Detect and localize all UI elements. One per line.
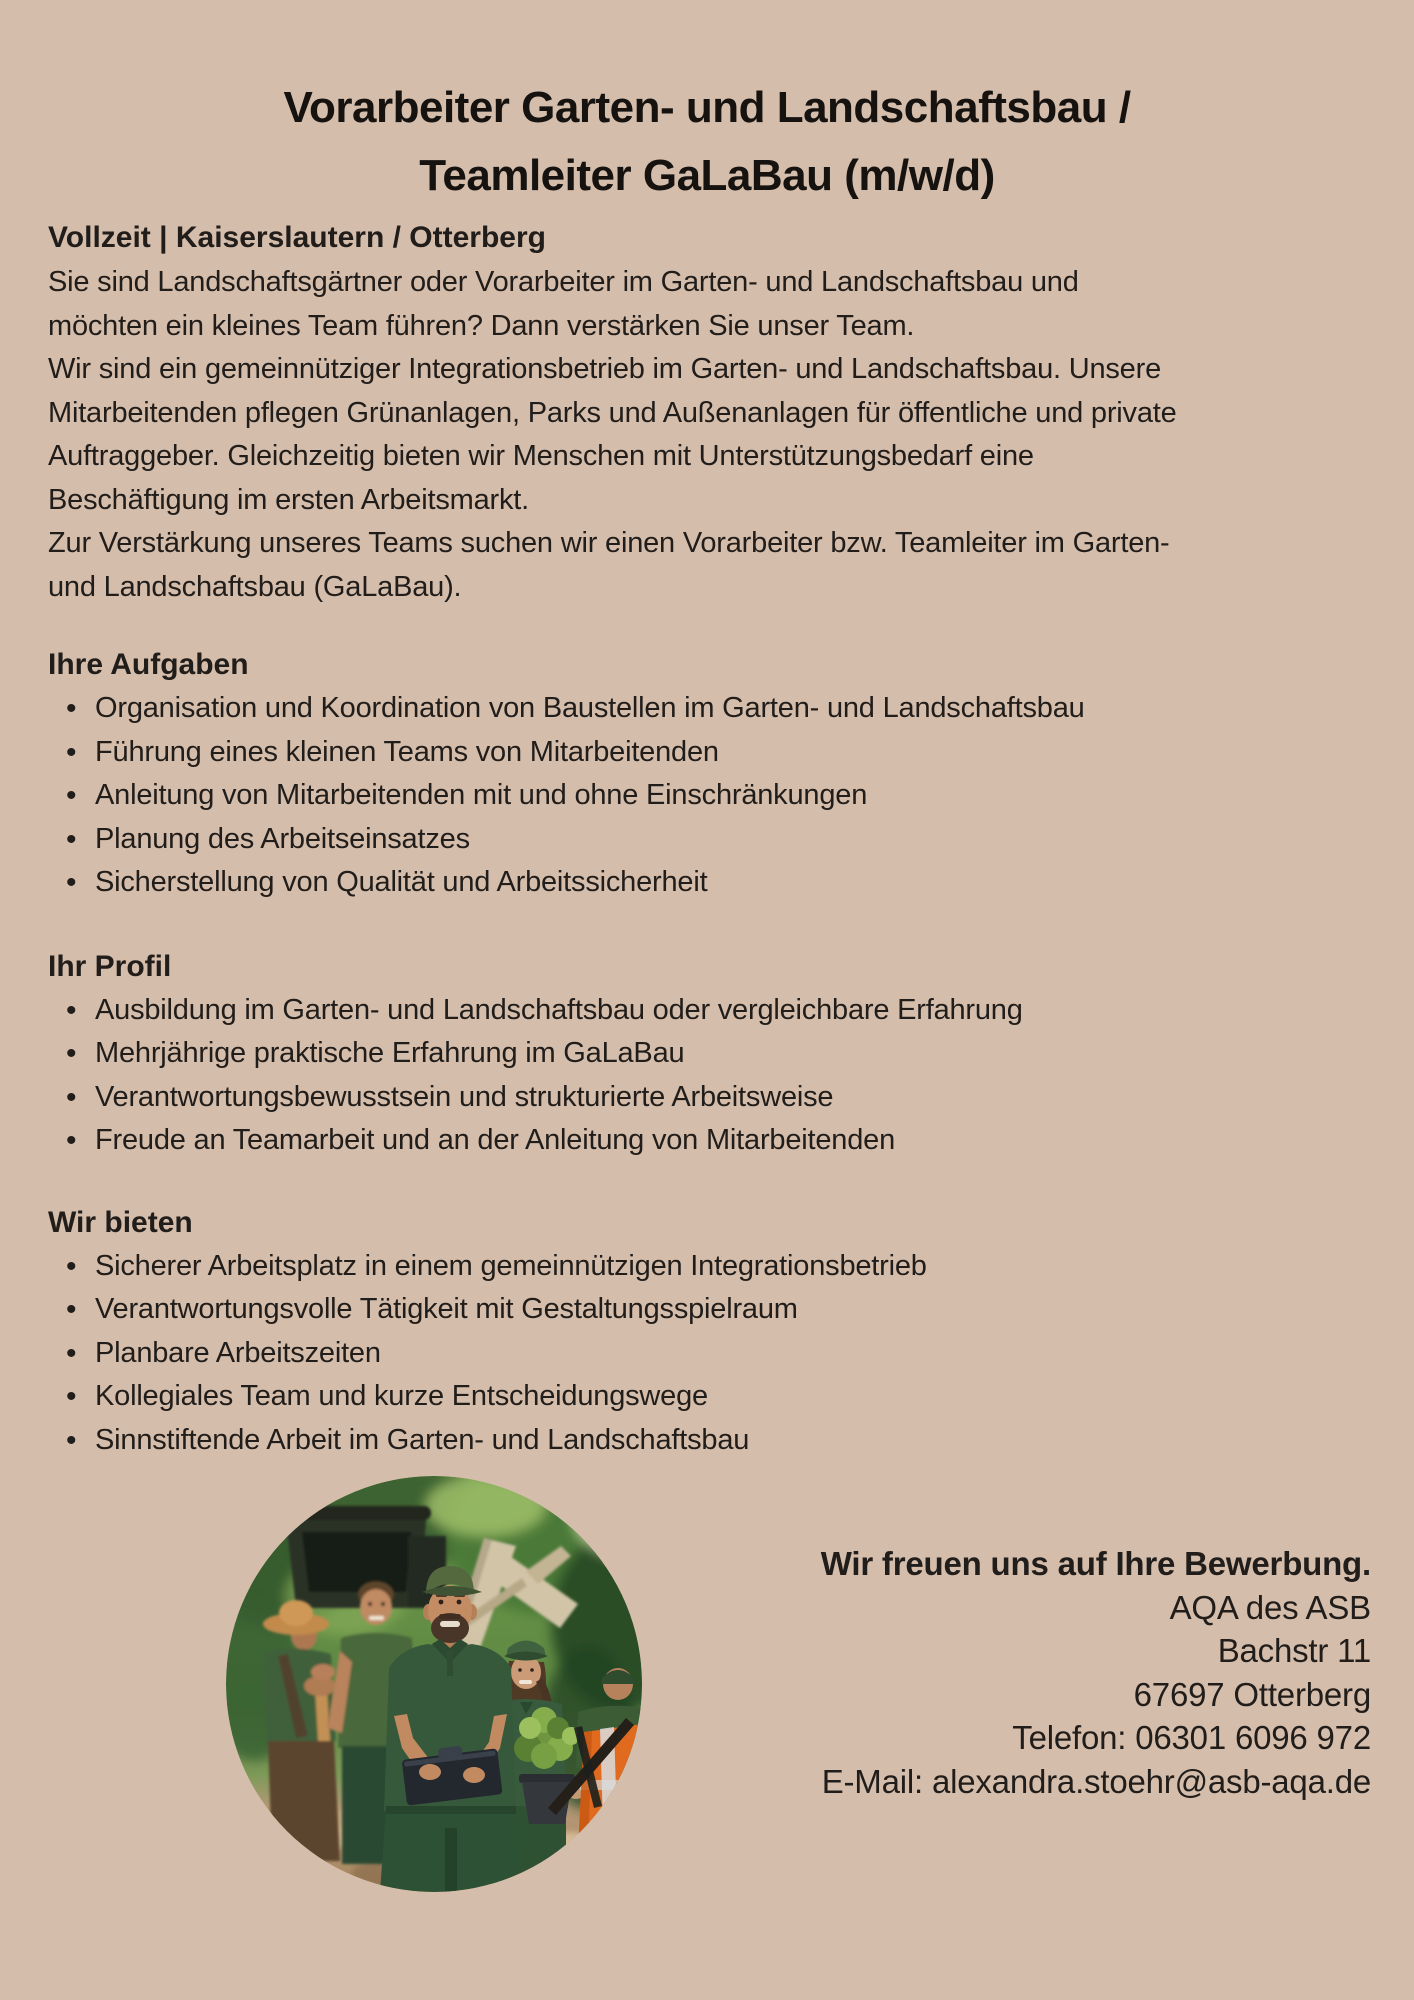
section-heading: Ihr Profil <box>48 949 172 983</box>
bullet-item: • Verantwortungsbewusstsein und strukturierte Arbeitsweise <box>48 1076 1366 1120</box>
contact-city: 67697 Otterberg <box>1133 1675 1371 1713</box>
intro-line: möchten ein kleines Team führen? Dann verstärken Sie unser Team. <box>48 309 915 342</box>
bullet-item: • Ausbildung im Garten- und Landschaftsbau oder vergleichbare Erfahrung <box>48 989 1366 1033</box>
bullet-item: • Planung des Arbeitseinsatzes <box>48 818 1366 862</box>
contact-phone: Telefon: 06301 6096 972 <box>1012 1719 1371 1756</box>
job-title-line-2: Teamleiter GaLaBau (m/w/d) <box>419 151 995 200</box>
contact-block <box>821 1542 1371 1803</box>
bullet-list <box>48 989 1366 1163</box>
bullet-item: • Kollegiales Team und kurze Entscheidungswege <box>48 1375 1366 1419</box>
contact-email: E-Mail: alexandra.stoehr@asb-aqa.de <box>821 1762 1371 1800</box>
bullet-item: • Freude an Teamarbeit und an der Anleitung von Mitarbeitenden <box>48 1119 1366 1163</box>
intro-line: Zur Verstärkung unseres Teams suchen wir einen Vorarbeiter bzw. Teamleiter im Garten- <box>48 527 1170 559</box>
contact-closing: Wir freuen uns auf Ihre Bewerbung. <box>820 1545 1371 1582</box>
team-photo <box>226 1476 642 1892</box>
bullet-item: • Planbare Arbeitszeiten <box>48 1332 1366 1376</box>
job-title-line-1: Vorarbeiter Garten- und Landschaftsbau / <box>283 83 1131 132</box>
intro-line: Beschäftigung im ersten Arbeitsmarkt. <box>48 483 529 516</box>
bullet-item: • Sicherer Arbeitsplatz in einem gemeinnützigen Integrationsbetrieb <box>48 1245 1366 1289</box>
intro-line: Auftraggeber. Gleichzeitig bieten wir Menschen mit Unterstützungsbedarf eine <box>48 440 1034 472</box>
contact-company: AQA des ASB <box>1169 1588 1371 1626</box>
contact-street: Bachstr 11 <box>1217 1632 1371 1669</box>
section-heading: Ihre Aufgaben <box>48 648 249 681</box>
intro-line: Wir sind ein gemeinnütziger Integrationsbetrieb im Garten- und Landschaftsbau. Unsere <box>48 353 1161 385</box>
team-photo-illustration <box>226 1476 642 1892</box>
bullet-list <box>48 687 1366 905</box>
bullet-item: • Organisation und Koordination von Baustellen im Garten- und Landschaftsbau <box>48 687 1366 731</box>
section-ihre-aufgaben <box>48 647 1366 905</box>
bullet-item: • Anleitung von Mitarbeitenden mit und ohne Einschränkungen <box>48 774 1366 818</box>
intro-line: Sie sind Landschaftsgärtner oder Vorarbeiter im Garten- und Landschaftsbau und <box>48 266 1079 298</box>
bullet-item: • Verantwortungsvolle Tätigkeit mit Gestaltungsspielraum <box>48 1288 1366 1332</box>
intro-line: Mitarbeitenden pflegen Grünanlagen, Parks und Außenanlagen für öffentliche und private <box>48 396 1177 429</box>
intro-line: und Landschaftsbau (GaLaBau). <box>48 570 462 603</box>
section-heading: Wir bieten <box>48 1205 193 1239</box>
intro-text <box>48 261 1366 609</box>
bullet-item: • Führung eines kleinen Teams von Mitarbeitenden <box>48 731 1366 775</box>
bullet-item: • Mehrjährige praktische Erfahrung im GaLaBau <box>48 1032 1366 1076</box>
section-wir-bieten <box>48 1205 1366 1463</box>
bullet-list <box>48 1245 1366 1463</box>
bullet-item: • Sicherstellung von Qualität und Arbeitssicherheit <box>48 861 1366 905</box>
job-title <box>0 0 1414 210</box>
section-ihr-profil <box>48 949 1366 1163</box>
job-meta: Vollzeit | Kaiserslautern / Otterberg <box>48 221 546 254</box>
bullet-item: • Sinnstiftende Arbeit im Garten- und Landschaftsbau <box>48 1419 1366 1463</box>
